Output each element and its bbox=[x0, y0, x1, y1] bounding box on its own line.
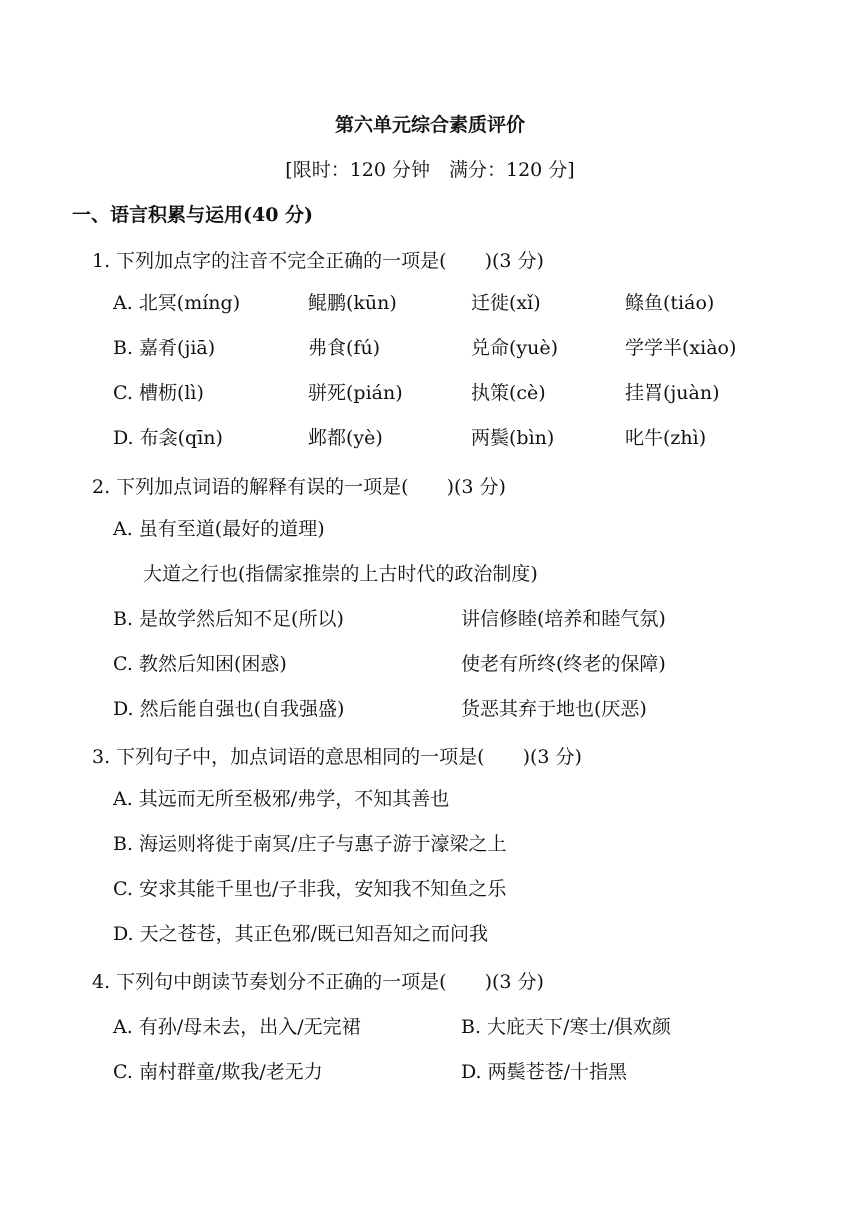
q4-option-c: C. 南村群童/欺我/老无力 bbox=[113, 1061, 323, 1083]
q1-option-b-item2: 弗食(fú) bbox=[308, 337, 381, 359]
time-score-limit: [限时：120 分钟 满分：120 分] bbox=[285, 159, 575, 181]
q1-option-c-item1: C. 槽枥(lì) bbox=[113, 382, 204, 404]
q3-option-b: B. 海运则将徙于南冥/庄子与惠子游于濠梁之上 bbox=[113, 833, 507, 855]
q3-option-d: D. 天之苍苍，其正色邪/既已知吾知之而问我 bbox=[113, 923, 489, 945]
q1-option-d-item1: D. 布衾(qīn) bbox=[113, 427, 223, 449]
q1-option-c-item3: 执策(cè) bbox=[471, 382, 546, 404]
q2-option-c-right: 使老有所终(终老的保障) bbox=[461, 653, 666, 675]
question-2-stem: 2. 下列加点词语的解释有误的一项是( )(3 分) bbox=[92, 476, 506, 498]
q3-option-c: C. 安求其能千里也/子非我，安知我不知鱼之乐 bbox=[113, 878, 507, 900]
question-3-stem: 3. 下列句子中，加点词语的意思相同的一项是( )(3 分) bbox=[92, 746, 582, 768]
q2-option-d-left: D. 然后能自强也(自我强盛) bbox=[113, 698, 345, 720]
page-title: 第六单元综合素质评价 bbox=[334, 114, 525, 136]
section-heading: 一、语言积累与运用(40 分) bbox=[72, 204, 314, 226]
q1-option-c-item4: 挂罥(juàn) bbox=[625, 382, 720, 404]
question-4-stem: 4. 下列句中朗读节奏划分不正确的一项是( )(3 分) bbox=[92, 971, 544, 993]
q1-option-a-item1: A. 北冥(míng) bbox=[113, 292, 241, 314]
q2-option-b-left: B. 是故学然后知不足(所以) bbox=[113, 608, 344, 630]
q2-option-d-right: 货恶其弃于地也(厌恶) bbox=[461, 698, 647, 720]
q2-option-b-right: 讲信修睦(培养和睦气氛) bbox=[461, 608, 666, 630]
q1-option-a-item3: 迁徙(xǐ) bbox=[471, 292, 541, 314]
q1-option-d-item4: 叱牛(zhì) bbox=[625, 427, 707, 449]
q1-option-c-item2: 骈死(pián) bbox=[308, 382, 403, 404]
q2-option-c-left: C. 教然后知困(困惑) bbox=[113, 653, 287, 675]
q2-option-a-line2: 大道之行也(指儒家推崇的上古时代的政治制度) bbox=[143, 563, 538, 585]
q4-option-a: A. 有孙/母未去，出入/无完裙 bbox=[113, 1016, 361, 1038]
q1-option-a-item2: 鲲鹏(kūn) bbox=[308, 292, 397, 314]
q1-option-b-item1: B. 嘉肴(jiā) bbox=[113, 337, 216, 359]
q1-option-a-item4: 鲦鱼(tiáo) bbox=[625, 292, 715, 314]
q1-option-d-item3: 两鬓(bìn) bbox=[471, 427, 555, 449]
q2-option-a-line1: A. 虽有至道(最好的道理) bbox=[113, 518, 325, 540]
q4-option-b: B. 大庇天下/寒士/俱欢颜 bbox=[461, 1016, 671, 1038]
q4-option-d: D. 两鬓苍苍/十指黑 bbox=[461, 1061, 628, 1083]
question-1-stem: 1. 下列加点字的注音不完全正确的一项是( )(3 分) bbox=[92, 250, 544, 272]
q1-option-b-item3: 兑命(yuè) bbox=[471, 337, 559, 359]
q3-option-a: A. 其远而无所至极邪/弗学，不知其善也 bbox=[113, 788, 450, 810]
q1-option-b-item4: 学学半(xiào) bbox=[625, 337, 737, 359]
q1-option-d-item2: 邺都(yè) bbox=[308, 427, 383, 449]
